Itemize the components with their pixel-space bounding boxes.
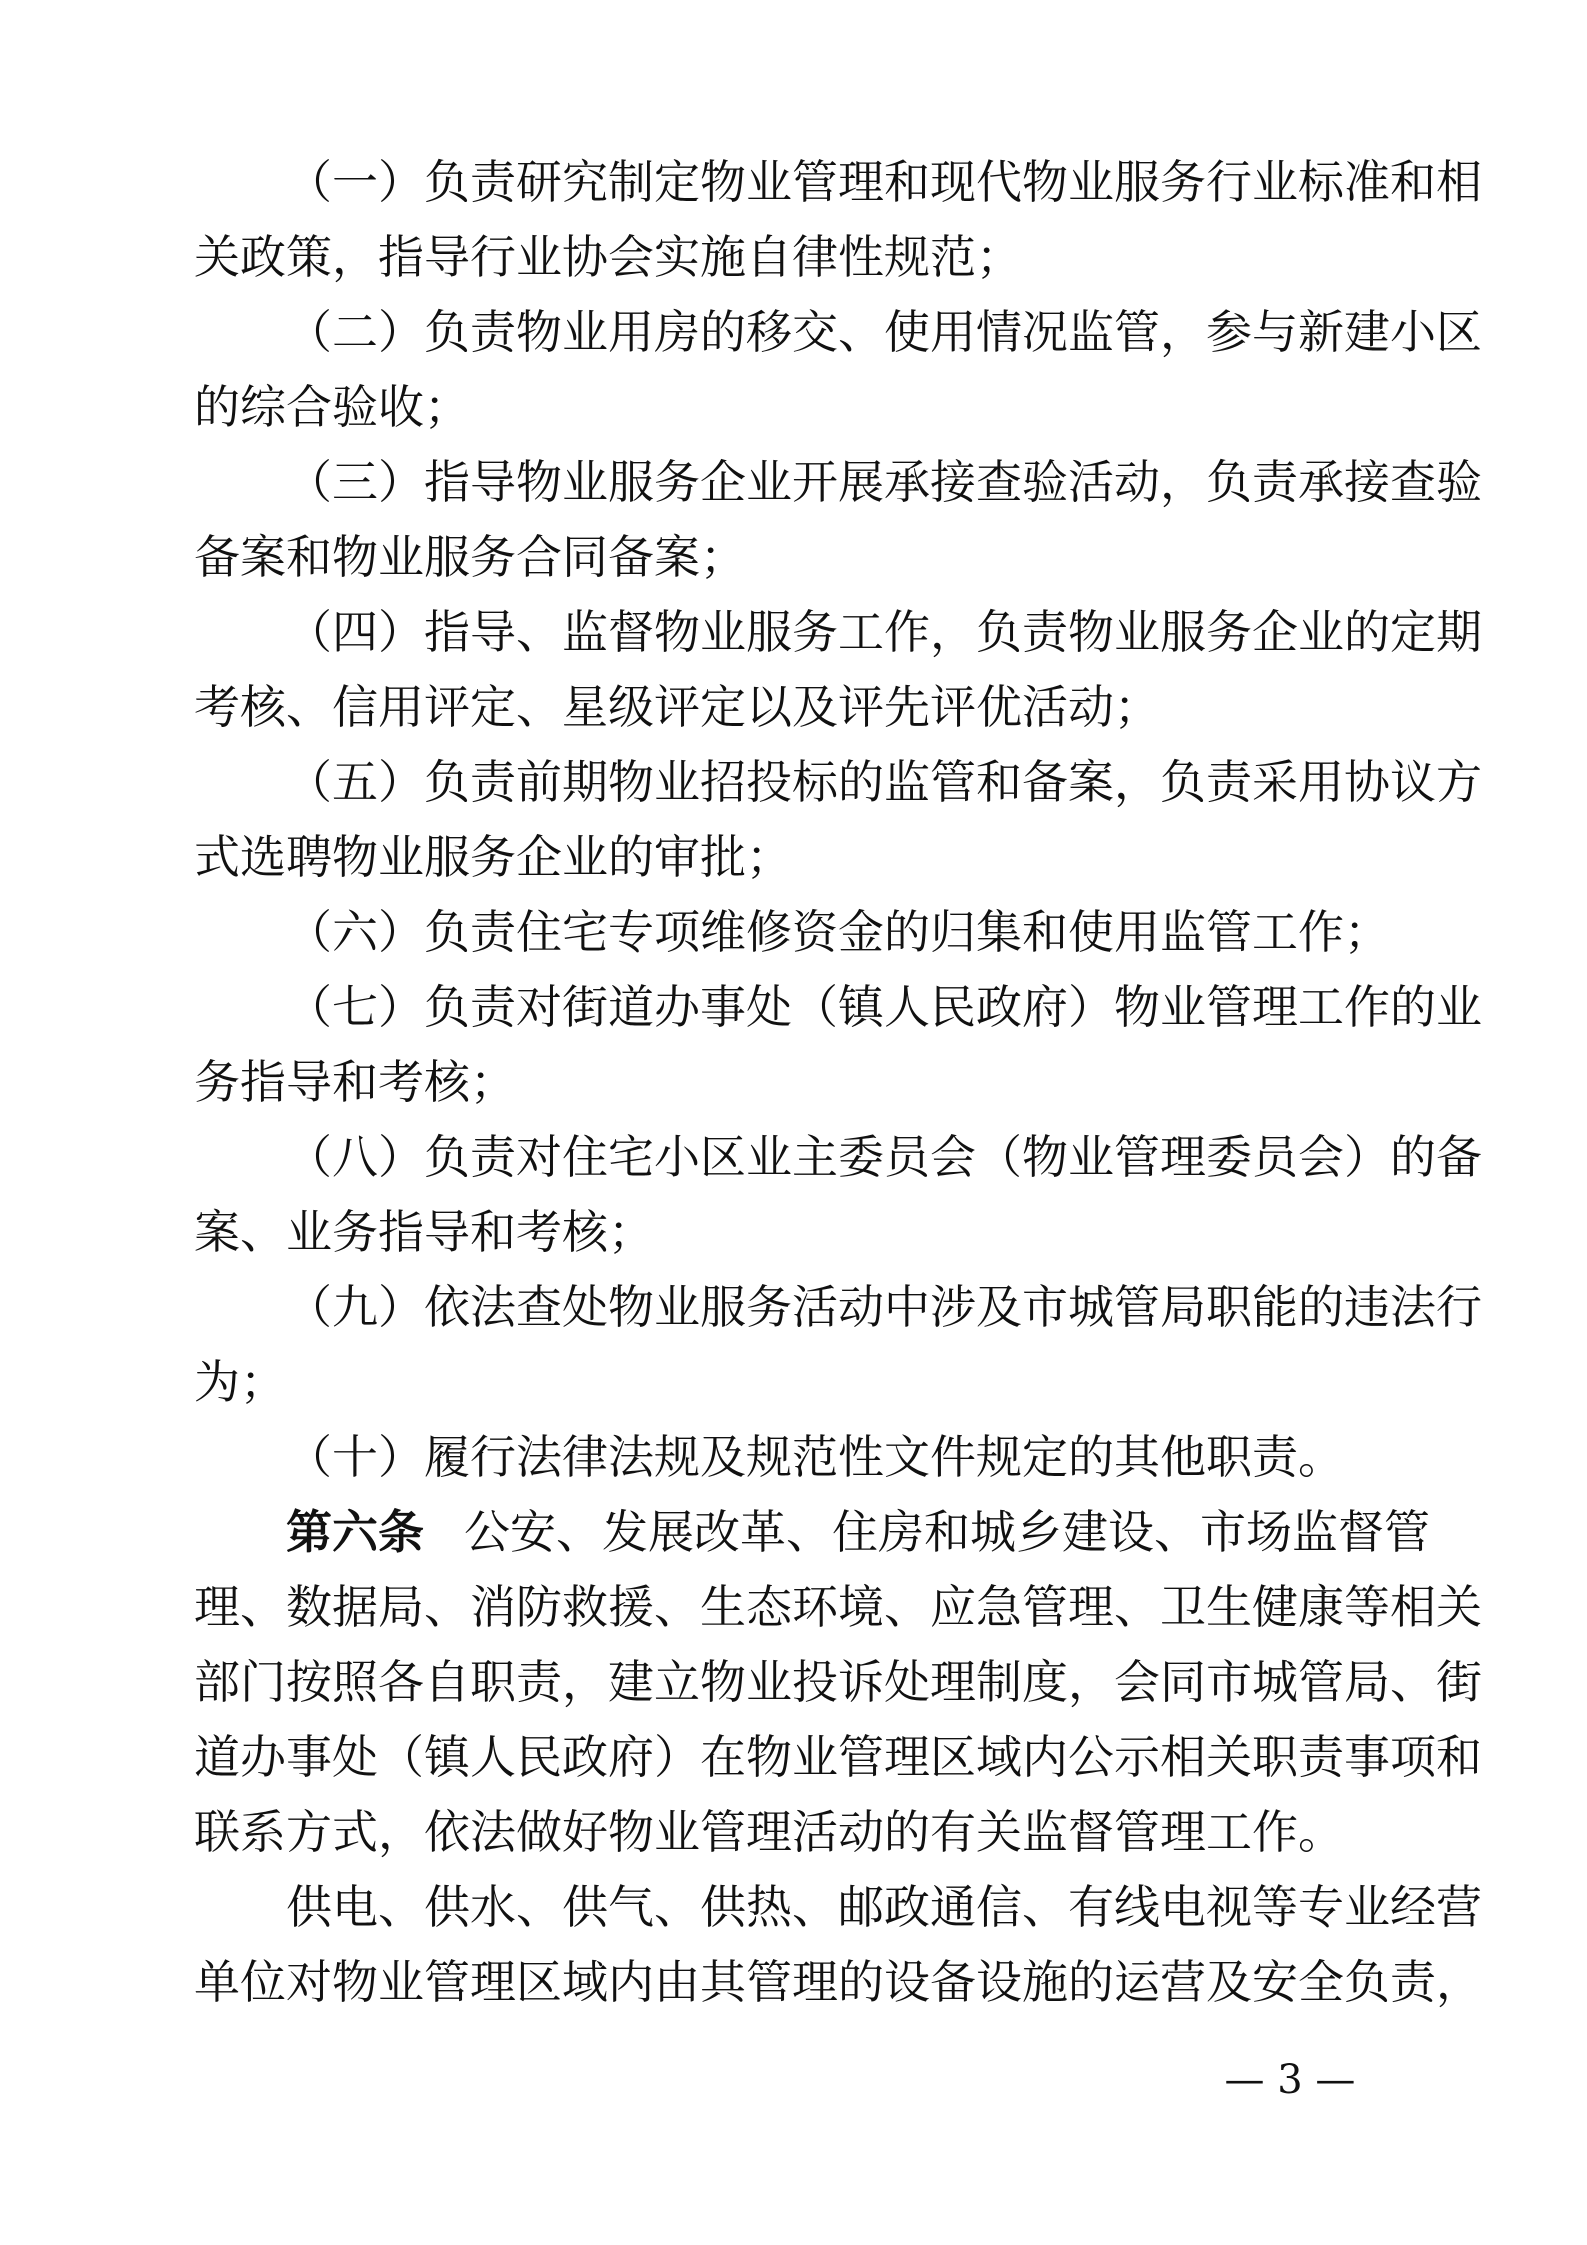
article-6-heading: 第六条 — [286, 1505, 424, 1559]
item-4-line-2: 考核、信用评定、星级评定以及评先评优活动； — [194, 680, 1160, 734]
item-5-line-1: （五）负责前期物业招投标的监管和备案，负责采用协议方 — [286, 755, 1482, 809]
item-7-line-2: 务指导和考核； — [194, 1055, 516, 1109]
item-3-line-1: （三）指导物业服务企业开展承接查验活动，负责承接查验 — [286, 455, 1482, 509]
item-8-line-1: （八）负责对住宅小区业主委员会（物业管理委员会）的备 — [286, 1130, 1482, 1184]
article-6-line-1 — [286, 1497, 1430, 1567]
article-6-line-2: 理、数据局、消防救援、生态环境、应急管理、卫生健康等相关 — [194, 1580, 1482, 1634]
article-6-line-5: 联系方式，依法做好物业管理活动的有关监督管理工作。 — [194, 1805, 1344, 1859]
item-9-line-1: （九）依法查处物业服务活动中涉及市城管局职能的违法行 — [286, 1280, 1482, 1334]
page-number: — 3 — — [1224, 2057, 1356, 2103]
item-1-line-1: （一）负责研究制定物业管理和现代物业服务行业标准和相 — [286, 155, 1482, 209]
article-6-line-1-text: 公安、发展改革、住房和城乡建设、市场监督管 — [464, 1505, 1430, 1559]
item-9-line-2: 为； — [194, 1355, 286, 1409]
article-6-line-4: 道办事处（镇人民政府）在物业管理区域内公示相关职责事项和 — [194, 1730, 1482, 1784]
item-8-line-2: 案、业务指导和考核； — [194, 1205, 654, 1259]
item-2-line-1: （二）负责物业用房的移交、使用情况监管，参与新建小区 — [286, 305, 1482, 359]
item-3-line-2: 备案和物业服务合同备案； — [194, 530, 746, 584]
item-10-line-1: （十）履行法律法规及规范性文件规定的其他职责。 — [286, 1430, 1344, 1484]
paragraph-2-line-2: 单位对物业管理区域内由其管理的设备设施的运营及安全负责， — [194, 1955, 1482, 2009]
item-5-line-2: 式选聘物业服务企业的审批； — [194, 830, 792, 884]
item-1-line-2: 关政策，指导行业协会实施自律性规范； — [194, 230, 1022, 284]
item-6-line-1: （六）负责住宅专项维修资金的归集和使用监管工作； — [286, 905, 1390, 959]
item-4-line-1: （四）指导、监督物业服务工作，负责物业服务企业的定期 — [286, 605, 1482, 659]
paragraph-2-line-1: 供电、供水、供气、供热、邮政通信、有线电视等专业经营 — [286, 1880, 1482, 1934]
item-7-line-1: （七）负责对街道办事处（镇人民政府）物业管理工作的业 — [286, 980, 1482, 1034]
article-6-line-3: 部门按照各自职责，建立物业投诉处理制度，会同市城管局、街 — [194, 1655, 1482, 1709]
item-2-line-2: 的综合验收； — [194, 380, 470, 434]
